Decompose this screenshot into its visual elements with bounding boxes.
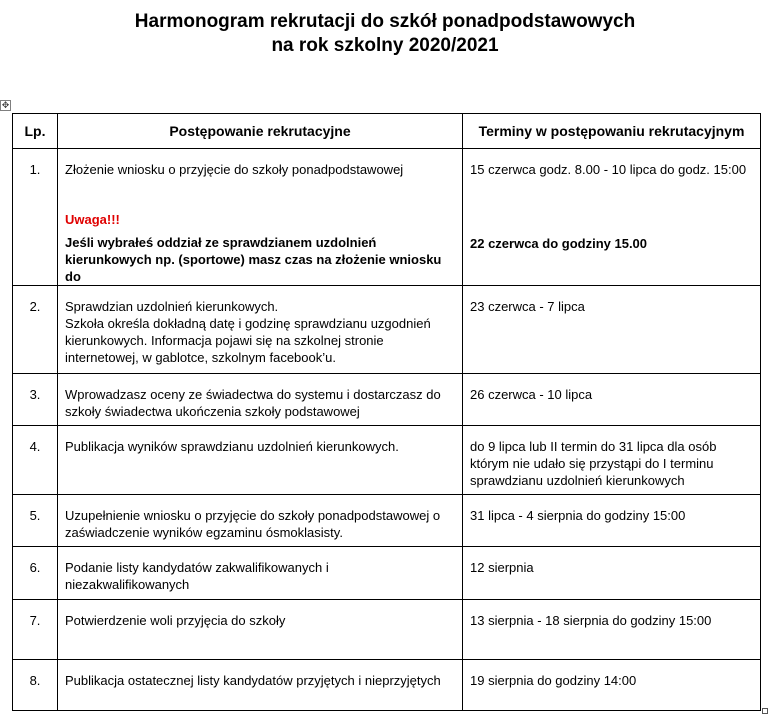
row-step: Złożenie wniosku o przyjęcie do szkoły ponadpodstawowej <box>65 162 404 177</box>
row-number: 8. <box>29 673 41 688</box>
header-procedure: Postępowanie rekrutacyjne <box>58 114 463 149</box>
row-step: Publikacja ostatecznej listy kandydatów przyjętych i nieprzyjętych <box>65 673 441 688</box>
row-step: Uzupełnienie wniosku o przyjęcie do szkoły ponadpodstawowej o zaświadczenie wyników egzaminu ósmoklasisty. <box>65 508 441 540</box>
table-resize-handle[interactable] <box>762 708 768 714</box>
row-step: Publikacja wyników sprawdzianu uzdolnień kierunkowych. <box>65 439 399 454</box>
table-header-row <box>13 114 761 149</box>
table-row <box>13 374 761 426</box>
row-term: 23 czerwca - 7 lipca <box>470 299 585 314</box>
row-number: 6. <box>29 560 41 575</box>
table-row <box>13 286 761 374</box>
row-term: 31 lipca - 4 sierpnia do godziny 15:00 <box>470 508 686 523</box>
row-step: Podanie listy kandydatów zakwalifikowanych i niezakwalifikowanych <box>65 560 329 592</box>
row-term-note: 22 czerwca do godziny 15.00 <box>470 236 648 251</box>
warning-label: Uwaga!!! <box>65 212 120 227</box>
row-term: 19 sierpnia do godziny 14:00 <box>470 673 637 688</box>
row-step: Sprawdzian uzdolnień kierunkowych. <box>65 299 279 314</box>
row-term: do 9 lipca lub II termin do 31 lipca dla osób którym nie udało się przystąpi do I terminu sprawdzianu uzdolnień kierunkowych <box>470 439 717 488</box>
row-number: 7. <box>29 613 41 628</box>
document-title: Harmonogram rekrutacji do szkół ponadpodstawowych <box>134 11 636 32</box>
row-step: Potwierdzenie woli przyjęcia do szkoły <box>65 613 286 628</box>
recruitment-schedule-table <box>12 113 761 711</box>
table-row <box>13 149 761 286</box>
row-term: 13 sierpnia - 18 sierpnia do godziny 15:00 <box>470 613 712 628</box>
header-lp: Lp. <box>13 114 58 149</box>
table-row <box>13 547 761 600</box>
table-move-handle-icon[interactable]: ✥ <box>1 100 10 110</box>
row-term: 15 czerwca godz. 8.00 - 10 lipca do godz. 15:00 <box>470 162 747 177</box>
row-number: 2. <box>29 299 41 314</box>
row-term: 26 czerwca - 10 lipca <box>470 387 593 402</box>
row-term: 12 sierpnia <box>470 560 534 575</box>
table-row <box>13 426 761 495</box>
row-step-extra: Szkoła określa dokładną datę i godzinę sprawdzianu uzgodnień kierunkowych. Informacja pojawi się na szkolnej stronie internetowej, w gablotce, szkolnym facebook’u. <box>65 316 431 365</box>
header-dates: Terminy w postępowaniu rekrutacyjnym <box>463 114 761 149</box>
row-number: 1. <box>29 162 41 177</box>
document-subtitle: na rok szkolny 2020/2021 <box>271 35 499 56</box>
table-row <box>13 495 761 547</box>
row-number: 4. <box>29 439 41 454</box>
row-step: Wprowadzasz oceny ze świadectwa do systemu i dostarczasz do szkoły świadectwa ukończenia szkoły podstawowej <box>65 387 441 419</box>
row-number: 3. <box>29 387 41 402</box>
warning-note: Jeśli wybrałeś oddział ze sprawdzianem uzdolnień kierunkowych np. (sportowe) masz czas na złożenie wniosku do <box>65 235 442 284</box>
table-row <box>13 660 761 711</box>
row-number: 5. <box>29 508 41 523</box>
table-row <box>13 600 761 660</box>
